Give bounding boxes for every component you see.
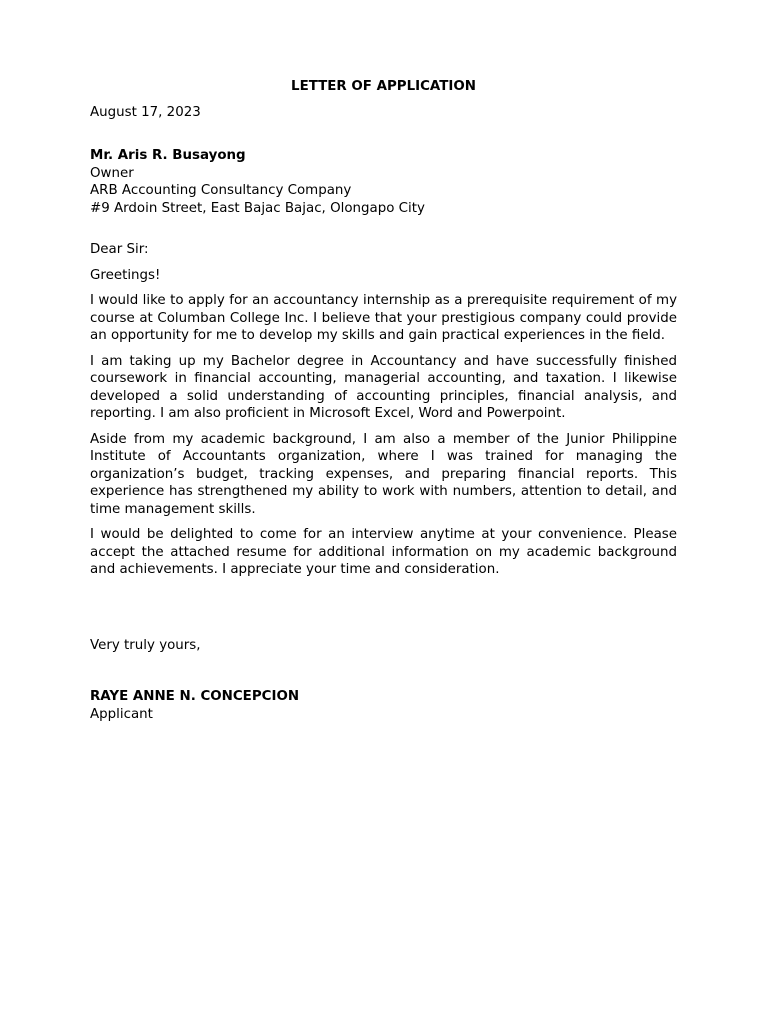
greeting: Greetings! bbox=[90, 267, 161, 283]
recipient-company: ARB Accounting Consultancy Company bbox=[90, 183, 352, 198]
body-paragraph-4: I would be delighted to come for an interview anytime at your convenience. Please accept the attached resume for additional information on my academic background and achievements. I appreciate your time and consideration. bbox=[90, 527, 677, 577]
salutation: Dear Sir: bbox=[90, 242, 149, 257]
signature-block bbox=[90, 688, 677, 723]
letter-page bbox=[90, 78, 677, 723]
recipient-block bbox=[90, 147, 677, 217]
body-paragraph-2: I am taking up my Bachelor degree in Accountancy and have successfully finished coursework in financial accounting, managerial accounting, and taxation. I likewise developed a solid understanding of accounting principles, financial analysis, and reporting. I am also proficient in Microsoft Excel, Word and Powerpoint. bbox=[90, 353, 677, 421]
recipient-address: #9 Ardoin Street, East Bajac Bajac, Olongapo City bbox=[90, 200, 425, 216]
recipient-name: Mr. Aris R. Busayong bbox=[90, 148, 246, 163]
signature-name: RAYE ANNE N. CONCEPCION bbox=[90, 689, 300, 704]
closing: Very truly yours, bbox=[90, 637, 201, 653]
body-paragraph-3: Aside from my academic background, I am also a member of the Junior Philippine Institute of Accountants organization, where I was trained for managing the organization’s budget, tracking expenses, and preparing financial reports. This experience has strengthened my ability to work with numbers, attention to detail, and time management skills. bbox=[90, 431, 677, 517]
body-paragraph-1: I would like to apply for an accountancy internship as a prerequisite requirement of my course at Columban College Inc. I believe that your prestigious company could provide an opportunity for me to develop my skills and gain practical experiences in the field. bbox=[90, 293, 677, 343]
signature-role: Applicant bbox=[90, 706, 153, 722]
letter-date: August 17, 2023 bbox=[90, 104, 201, 120]
letter-title: LETTER OF APPLICATION bbox=[291, 79, 476, 94]
recipient-position: Owner bbox=[90, 165, 134, 181]
